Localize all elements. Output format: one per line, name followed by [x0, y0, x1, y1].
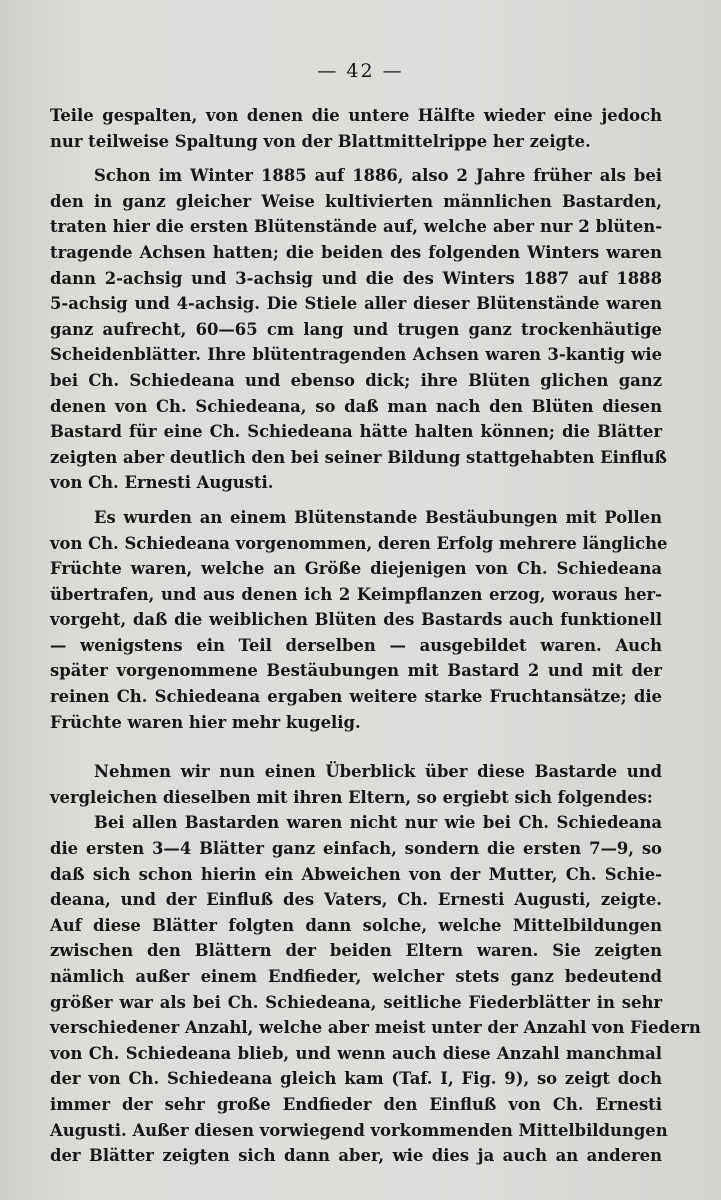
text-line: Es wurden an einem Blütenstande Bestäubungen mit Pollen	[94, 507, 662, 527]
text-line: zeigten aber deutlich den bei seiner Bildung stattgehabten Einfluß	[50, 447, 667, 467]
text-line: von Ch. Schiedeana vorgenommen, deren Erfolg mehrere längliche	[50, 533, 668, 553]
text-line: Teile gespalten, von denen die untere Hälfte wieder eine jedoch	[50, 106, 662, 125]
text-line: daß sich schon hierin ein Abweichen von der Mutter, Ch. Schie-	[50, 864, 662, 884]
text-line: dann 2-achsig und 3-achsig und die des Winters 1887 auf 1888	[50, 268, 662, 288]
text-line: reinen Ch. Schiedeana ergaben weitere starke Fruchtansätze; die	[50, 687, 662, 707]
text-line: vorgeht, daß die weiblichen Blüten des Bastards auch funktionell	[50, 610, 662, 630]
text-line: deana, und der Einfluß des Vaters, Ch. Ernesti Augusti, zeigte.	[50, 890, 662, 910]
text-line: 5-achsig und 4-achsig. Die Stiele aller dieser Blütenstände waren	[50, 294, 662, 314]
text-line: Scheidenblätter. Ihre blütentragenden Achsen waren 3-kantig wie	[50, 345, 662, 365]
text-line: nämlich außer einem Endfieder, welcher stets ganz bedeutend	[50, 967, 662, 986]
text-line: Augusti. Außer diesen vorwiegend vorkommenden Mittelbildungen	[50, 1120, 668, 1140]
text-line: den in ganz gleicher Weise kultivierten männlichen Bastarden,	[50, 191, 662, 211]
page-number: — 42 —	[317, 60, 404, 82]
text-line: zwischen den Blättern der beiden Eltern waren. Sie zeigten	[50, 941, 662, 961]
text-line: bei Ch. Schiedeana und ebenso dick; ihre Blüten glichen ganz	[50, 370, 662, 390]
text-line: verschiedener Anzahl, welche aber meist unter der Anzahl von Fiedern	[50, 1018, 701, 1038]
text-line: tragende Achsen hatten; die beiden des folgenden Winters waren	[50, 242, 662, 262]
text-line: traten hier die ersten Blütenstände auf, welche aber nur 2 blüten-	[50, 217, 662, 237]
text-line: nur teilweise Spaltung von der Blattmittelrippe her zeigte.	[50, 131, 591, 151]
text-line: Auf diese Blätter folgten dann solche, welche Mittelbildungen	[50, 915, 662, 935]
text-line: übertrafen, und aus denen ich 2 Keimpflanzen erzog, woraus her-	[50, 584, 662, 604]
body-text	[50, 103, 701, 1169]
text-line: Früchte waren hier mehr kugelig.	[50, 712, 361, 732]
text-line: von Ch. Schiedeana blieb, und wenn auch diese Anzahl manchmal	[50, 1043, 662, 1063]
text-line: Schon im Winter 1885 auf 1886, also 2 Jahre früher als bei	[94, 166, 662, 186]
text-line: ganz aufrecht, 60—65 cm lang und trugen ganz trockenhäutige	[50, 319, 662, 339]
text-line: größer war als bei Ch. Schiedeana, seitliche Fiederblätter in sehr	[50, 992, 662, 1012]
text-line: von Ch. Ernesti Augusti.	[50, 473, 274, 493]
text-line: später vorgenommene Bestäubungen mit Bastard 2 und mit der	[50, 661, 662, 681]
text-line: die ersten 3—4 Blätter ganz einfach, sondern die ersten 7—9, so	[50, 839, 662, 859]
text-line: Nehmen wir nun einen Überblick über diese Bastarde und	[94, 762, 662, 782]
text-line: Bastard für eine Ch. Schiedeana hätte halten können; die Blätter	[50, 422, 662, 442]
text-line: immer der sehr große Endfieder den Einfluß von Ch. Ernesti	[50, 1094, 662, 1114]
text-line: Bei allen Bastarden waren nicht nur wie bei Ch. Schiedeana	[94, 813, 662, 833]
text-line: Früchte waren, welche an Größe diejenigen von Ch. Schiedeana	[50, 559, 662, 579]
text-line: der von Ch. Schiedeana gleich kam (Taf. I, Fig. 9), so zeigt doch	[50, 1069, 662, 1089]
text-line: der Blätter zeigten sich dann aber, wie dies ja auch an anderen	[50, 1146, 662, 1166]
text-line: denen von Ch. Schiedeana, so daß man nach den Blüten diesen	[50, 396, 662, 416]
text-line: vergleichen dieselben mit ihren Eltern, so ergiebt sich folgendes:	[50, 787, 653, 807]
text-line: — wenigstens ein Teil derselben — ausgebildet waren. Auch	[50, 635, 662, 655]
